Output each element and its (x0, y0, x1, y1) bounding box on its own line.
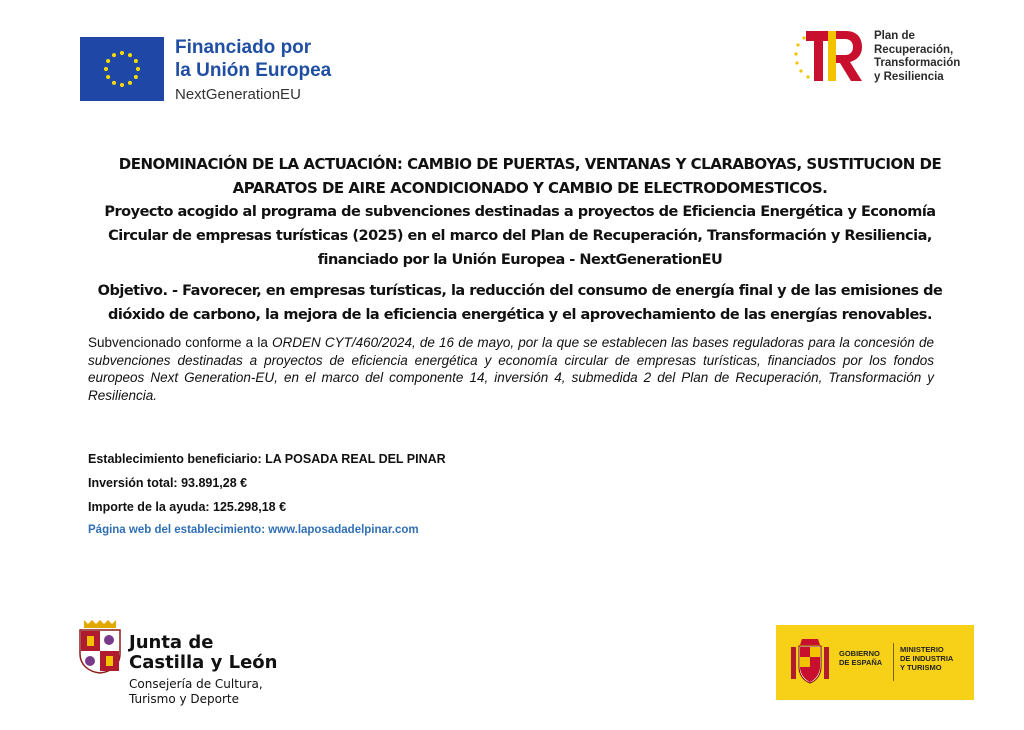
jcyl-logo-sub2: Turismo y Deporte (129, 692, 239, 706)
investment-line: Inversión total: 93.891,28 € (88, 476, 248, 490)
jcyl-logo-name (129, 633, 277, 673)
beneficiary-line: Establecimiento beneficiario: LA POSADA REAL DEL PINAR (88, 452, 446, 466)
prtr-logo-line3: Transformación (874, 57, 961, 69)
ministerio-text (900, 645, 953, 672)
aid-amount-line: Importe de la ayuda: 125.298,18 € (88, 500, 287, 514)
jcyl-logo-line2: Castilla y León (129, 652, 278, 673)
legal-prefix: Subvencionado conforme a la (88, 335, 272, 350)
eu-logo-line2: la Unión Europea (175, 60, 332, 81)
prtr-logo-line4: y Resiliencia (874, 70, 944, 83)
prtr-logo-line1: Plan de (874, 30, 915, 42)
action-title: DENOMINACIÓN DE LA ACTUACIÓN: CAMBIO DE PUERTAS, VENTANAS Y CLARABOYAS, SUSTITUCION DE APARATOS DE AIRE ACONDICIONADO Y CAMBIO DE ELECTRODOMESTICOS. (118, 155, 942, 197)
jcyl-logo-sub1: Consejería de Cultura, (129, 677, 263, 691)
eu-flag-icon (80, 37, 164, 101)
gobierno-line1: GOBIERNO (839, 649, 880, 658)
legal-body: ORDEN CYT/460/2024, de 16 de mayo, por la que se establecen las bases reguladoras para la concesión de subvenciones destinadas a proyectos de eficiencia energética y economía circular de empresas turísticas, financiados por los fondos europeos Next Generation-EU, en el marco del componente 14, inversión 4, submedida 2 del Plan de Recuperación, Transformación y Resiliencia. (88, 335, 934, 403)
ministerio-line3: Y TURISMO (900, 663, 942, 672)
website-link[interactable]: Página web del establecimiento: www.laposadadelpinar.com (88, 524, 419, 536)
spain-coat-of-arms-icon (790, 637, 830, 687)
gobierno-logo (776, 625, 974, 700)
objective-statement: Objetivo. - Favorecer, en empresas turísticas, la reducción del consumo de energía final y de las emisiones de dióxido de carbono, la mejora de la eficiencia energética y el aprovechamiento de las energías renovables. (97, 283, 943, 323)
ministerio-line1: MINISTERIO (900, 645, 944, 654)
prtr-logo-text (874, 30, 960, 84)
jcyl-logo-line1: Junta de (129, 632, 214, 653)
gobierno-text (839, 649, 882, 667)
ministerio-line2: DE INDUSTRIA (900, 654, 954, 663)
prtr-logo-icon (792, 29, 866, 85)
eu-logo-line3: NextGenerationEU (175, 86, 301, 103)
gobierno-divider (893, 643, 894, 681)
jcyl-shield-icon (78, 618, 122, 674)
eu-logo-line1: Financiado por (175, 37, 312, 58)
legal-basis (88, 334, 934, 404)
jcyl-logo-subtitle (129, 677, 263, 707)
eu-logo-text (175, 36, 331, 106)
project-description: Proyecto acogido al programa de subvenciones destinadas a proyectos de Eficiencia Energética y Economía Circular de empresas turísticas (2025) en el marco del Plan de Recuperación, Transformación y Resiliencia, financiado por la Unión Europea - NextGenerationEU (104, 204, 936, 268)
prtr-logo-line2: Recuperación, (874, 43, 954, 56)
gobierno-line2: DE ESPAÑA (839, 658, 883, 667)
